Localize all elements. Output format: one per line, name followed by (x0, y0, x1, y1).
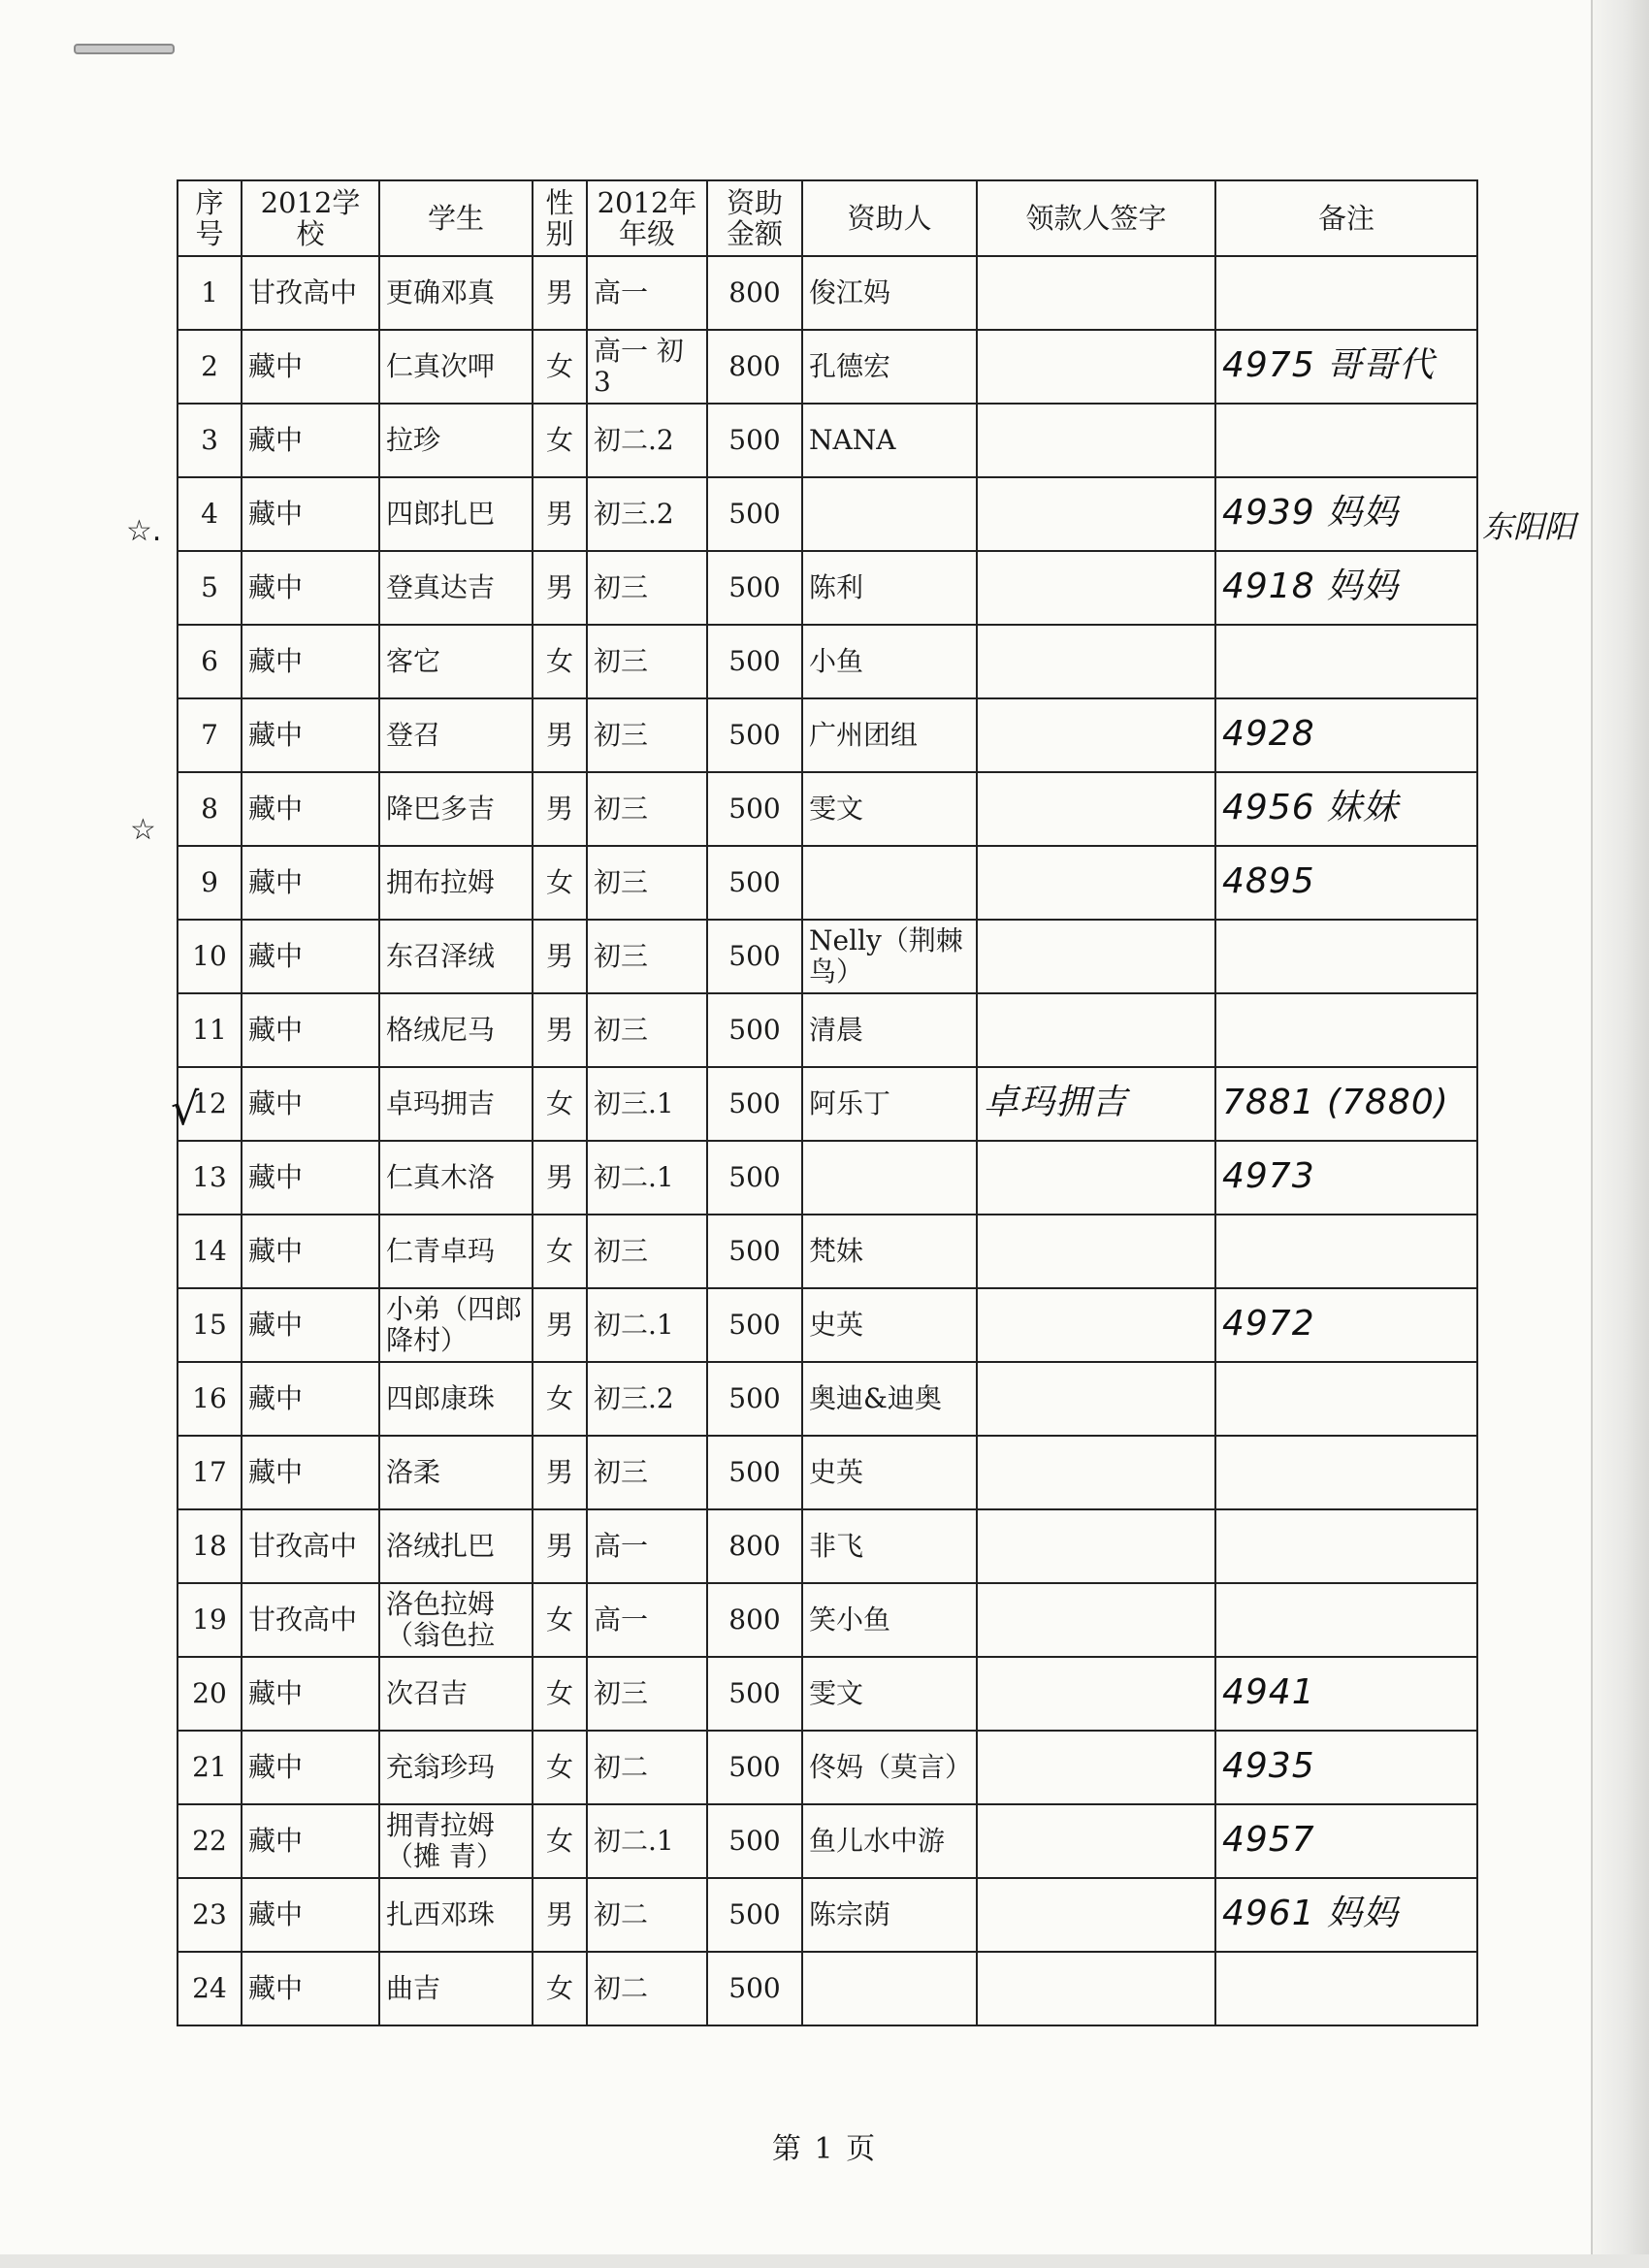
gender-cell: 女 (533, 1657, 587, 1731)
handwritten-note: 4975 哥哥代 (1222, 345, 1436, 385)
signature-cell (977, 1067, 1215, 1141)
signature-cell (977, 1657, 1215, 1731)
sponsor-cell: 俊江妈 (802, 256, 977, 330)
note-cell (1215, 920, 1477, 993)
grade-cell: 初三 (587, 698, 707, 772)
grade-cell: 初三 (587, 625, 707, 698)
scan-bottom-edge (0, 2254, 1649, 2268)
signature-cell (977, 993, 1215, 1067)
signature-cell (977, 1215, 1215, 1288)
school-cell: 藏中 (242, 625, 379, 698)
school-cell: 藏中 (242, 330, 379, 404)
amount-cell: 500 (707, 1878, 802, 1952)
handwritten-note: 4956 妹妹 (1222, 788, 1400, 827)
note-cell (1215, 551, 1477, 625)
student-cell: 洛柔 (379, 1436, 533, 1509)
sponsor-cell: 小鱼 (802, 625, 977, 698)
school-cell: 藏中 (242, 1141, 379, 1215)
student-cell: 充翁珍玛 (379, 1731, 533, 1804)
handwritten-note: 4895 (1222, 861, 1315, 901)
gender-cell: 女 (533, 1215, 587, 1288)
sponsor-cell: 雯文 (802, 772, 977, 846)
amount-cell: 500 (707, 404, 802, 477)
row-index: 6 (178, 625, 242, 698)
row-index: 15 (178, 1288, 242, 1362)
gender-cell: 男 (533, 256, 587, 330)
star-mark: ☆. (126, 514, 162, 548)
table-row (178, 846, 1477, 920)
amount-cell: 500 (707, 1362, 802, 1436)
sponsor-cell: 笑小鱼 (802, 1583, 977, 1657)
header-signature: 领款人签字 (977, 180, 1215, 256)
student-cell: 四郎扎巴 (379, 477, 533, 551)
grade-cell: 高一 (587, 1583, 707, 1657)
sponsor-cell: 梵妹 (802, 1215, 977, 1288)
student-cell: 卓玛拥吉 (379, 1067, 533, 1141)
student-cell: 登真达吉 (379, 551, 533, 625)
header-school: 2012学校 (242, 180, 379, 256)
school-cell: 藏中 (242, 1878, 379, 1952)
gender-cell: 女 (533, 404, 587, 477)
gender-cell: 男 (533, 551, 587, 625)
scan-page-edge (1591, 0, 1649, 2268)
handwritten-note: 4928 (1222, 714, 1315, 754)
table-row (178, 404, 1477, 477)
gender-cell: 女 (533, 846, 587, 920)
student-cell: 客它 (379, 625, 533, 698)
signature-cell (977, 1583, 1215, 1657)
row-index: 16 (178, 1362, 242, 1436)
table-row (178, 993, 1477, 1067)
gender-cell: 男 (533, 1509, 587, 1583)
amount-cell: 500 (707, 1215, 802, 1288)
sponsor-cell: 陈宗荫 (802, 1878, 977, 1952)
table-header-row (178, 180, 1477, 256)
school-cell: 藏中 (242, 1731, 379, 1804)
amount-cell: 500 (707, 1141, 802, 1215)
page-number: 第 1 页 (771, 2132, 878, 2166)
note-cell (1215, 993, 1477, 1067)
handwritten-signature: 卓玛拥吉 (984, 1083, 1128, 1122)
handwritten-note: 4918 妈妈 (1222, 567, 1400, 606)
note-cell (1215, 477, 1477, 551)
note-cell (1215, 1804, 1477, 1878)
grade-cell: 初三 (587, 993, 707, 1067)
gender-cell: 女 (533, 1583, 587, 1657)
header-grade: 2012年年级 (587, 180, 707, 256)
grade-cell: 初二 (587, 1952, 707, 2025)
student-cell: 小弟（四郎降村） (379, 1288, 533, 1362)
handwritten-note: 4939 妈妈 (1222, 493, 1400, 533)
note-cell (1215, 330, 1477, 404)
note-cell (1215, 1362, 1477, 1436)
row-index: 20 (178, 1657, 242, 1731)
amount-cell: 500 (707, 625, 802, 698)
amount-cell: 500 (707, 1436, 802, 1509)
note-cell (1215, 625, 1477, 698)
header-amount: 资助金额 (707, 180, 802, 256)
amount-cell: 500 (707, 846, 802, 920)
signature-cell (977, 256, 1215, 330)
gender-cell: 男 (533, 993, 587, 1067)
school-cell: 藏中 (242, 920, 379, 993)
note-cell (1215, 1952, 1477, 2025)
gender-cell: 男 (533, 1288, 587, 1362)
amount-cell: 500 (707, 1731, 802, 1804)
sponsor-cell (802, 1141, 977, 1215)
table-row (178, 1583, 1477, 1657)
handwritten-note: 7881 (7880) (1222, 1083, 1449, 1122)
gender-cell: 女 (533, 1731, 587, 1804)
signature-cell (977, 846, 1215, 920)
handwritten-note: 4957 (1222, 1820, 1315, 1860)
grade-cell: 初三.1 (587, 1067, 707, 1141)
amount-cell: 500 (707, 1288, 802, 1362)
row-index: 21 (178, 1731, 242, 1804)
signature-cell (977, 404, 1215, 477)
gender-cell: 女 (533, 625, 587, 698)
row-index: 8 (178, 772, 242, 846)
row-index: 7 (178, 698, 242, 772)
grade-cell: 初二.1 (587, 1141, 707, 1215)
table-row (178, 698, 1477, 772)
note-cell (1215, 256, 1477, 330)
student-cell: 仁青卓玛 (379, 1215, 533, 1288)
gender-cell: 男 (533, 1141, 587, 1215)
student-cell: 仁真次呷 (379, 330, 533, 404)
school-cell: 藏中 (242, 993, 379, 1067)
table-row (178, 625, 1477, 698)
table-row (178, 1215, 1477, 1288)
note-cell (1215, 772, 1477, 846)
handwritten-note: 4935 (1222, 1746, 1315, 1786)
staple-mark (74, 44, 175, 54)
row-index: 9 (178, 846, 242, 920)
header-student: 学生 (379, 180, 533, 256)
note-cell (1215, 1141, 1477, 1215)
row-index: 12 (178, 1067, 242, 1141)
sponsor-cell: NANA (802, 404, 977, 477)
gender-cell: 男 (533, 920, 587, 993)
grade-cell: 初三 (587, 920, 707, 993)
school-cell: 甘孜高中 (242, 256, 379, 330)
note-cell (1215, 1878, 1477, 1952)
school-cell: 甘孜高中 (242, 1509, 379, 1583)
school-cell: 藏中 (242, 1804, 379, 1878)
signature-cell (977, 772, 1215, 846)
grade-cell: 高一 (587, 1509, 707, 1583)
table-row (178, 1067, 1477, 1141)
sponsor-cell: 非飞 (802, 1509, 977, 1583)
school-cell: 藏中 (242, 477, 379, 551)
note-cell (1215, 1583, 1477, 1657)
handwritten-note: 4973 (1222, 1156, 1315, 1196)
student-cell: 拥青拉姆（摊 青） (379, 1804, 533, 1878)
row-index: 19 (178, 1583, 242, 1657)
amount-cell: 500 (707, 1657, 802, 1731)
table-row (178, 551, 1477, 625)
school-cell: 藏中 (242, 1952, 379, 2025)
table-row (178, 1804, 1477, 1878)
grade-cell: 初三 (587, 1657, 707, 1731)
table-row (178, 1288, 1477, 1362)
row-index: 4 (178, 477, 242, 551)
row-index: 14 (178, 1215, 242, 1288)
sponsor-cell: 史英 (802, 1436, 977, 1509)
amount-cell: 500 (707, 1804, 802, 1878)
table-row (178, 256, 1477, 330)
grade-cell: 初三 (587, 1436, 707, 1509)
signature-cell (977, 625, 1215, 698)
row-index: 17 (178, 1436, 242, 1509)
student-cell: 仁真木洛 (379, 1141, 533, 1215)
school-cell: 藏中 (242, 1436, 379, 1509)
student-cell: 次召吉 (379, 1657, 533, 1731)
signature-cell (977, 1288, 1215, 1362)
row-index: 5 (178, 551, 242, 625)
sponsor-cell: 鱼儿水中游 (802, 1804, 977, 1878)
grade-cell: 高一 初3 (587, 330, 707, 404)
table-row (178, 1952, 1477, 2025)
amount-cell: 500 (707, 551, 802, 625)
sponsor-cell: 广州团组 (802, 698, 977, 772)
student-cell: 更确邓真 (379, 256, 533, 330)
student-cell: 洛绒扎巴 (379, 1509, 533, 1583)
student-cell: 拉珍 (379, 404, 533, 477)
row-index: 24 (178, 1952, 242, 2025)
signature-cell (977, 1878, 1215, 1952)
school-cell: 藏中 (242, 772, 379, 846)
grade-cell: 初二.1 (587, 1288, 707, 1362)
signature-cell (977, 330, 1215, 404)
note-cell (1215, 1436, 1477, 1509)
note-cell (1215, 698, 1477, 772)
school-cell: 藏中 (242, 551, 379, 625)
margin-handwritten-note: 东阳阳 (1482, 508, 1576, 545)
student-cell: 格绒尼马 (379, 993, 533, 1067)
header-idx: 序号 (178, 180, 242, 256)
amount-cell: 500 (707, 920, 802, 993)
table-row (178, 1362, 1477, 1436)
student-cell: 登召 (379, 698, 533, 772)
school-cell: 藏中 (242, 698, 379, 772)
table-row (178, 477, 1477, 551)
table-row (178, 1436, 1477, 1509)
grade-cell: 初三 (587, 772, 707, 846)
grade-cell: 高一 (587, 256, 707, 330)
school-cell: 藏中 (242, 846, 379, 920)
student-cell: 东召泽绒 (379, 920, 533, 993)
sponsor-cell: 奥迪&迪奥 (802, 1362, 977, 1436)
row-index: 22 (178, 1804, 242, 1878)
signature-cell (977, 1141, 1215, 1215)
amount-cell: 500 (707, 477, 802, 551)
table-row (178, 1878, 1477, 1952)
table-row (178, 772, 1477, 846)
amount-cell: 500 (707, 1952, 802, 2025)
row-index: 3 (178, 404, 242, 477)
gender-cell: 女 (533, 330, 587, 404)
sponsor-cell: 雯文 (802, 1657, 977, 1731)
row-index: 10 (178, 920, 242, 993)
amount-cell: 500 (707, 993, 802, 1067)
header-sponsor: 资助人 (802, 180, 977, 256)
row-index: 18 (178, 1509, 242, 1583)
signature-cell (977, 1436, 1215, 1509)
student-cell: 曲吉 (379, 1952, 533, 2025)
amount-cell: 800 (707, 256, 802, 330)
student-cell: 洛色拉姆（翁色拉 (379, 1583, 533, 1657)
sponsorship-table (177, 179, 1478, 2026)
star-mark: ☆ (130, 813, 156, 847)
note-cell (1215, 1657, 1477, 1731)
gender-cell: 男 (533, 1878, 587, 1952)
note-cell (1215, 1215, 1477, 1288)
signature-cell (977, 477, 1215, 551)
note-cell (1215, 1067, 1477, 1141)
row-index: 2 (178, 330, 242, 404)
sponsor-cell (802, 846, 977, 920)
amount-cell: 800 (707, 330, 802, 404)
signature-cell (977, 1952, 1215, 2025)
signature-cell (977, 920, 1215, 993)
note-cell (1215, 1288, 1477, 1362)
header-note: 备注 (1215, 180, 1477, 256)
signature-cell (977, 1804, 1215, 1878)
gender-cell: 男 (533, 477, 587, 551)
sponsor-cell: 佟妈（莫言） (802, 1731, 977, 1804)
row-index: 1 (178, 256, 242, 330)
row-index: 11 (178, 993, 242, 1067)
sponsor-cell: 孔德宏 (802, 330, 977, 404)
school-cell: 甘孜高中 (242, 1583, 379, 1657)
school-cell: 藏中 (242, 1288, 379, 1362)
sponsor-cell: Nelly（荆棘鸟） (802, 920, 977, 993)
note-cell (1215, 1509, 1477, 1583)
sponsor-cell: 阿乐丁 (802, 1067, 977, 1141)
handwritten-note: 4972 (1222, 1304, 1315, 1344)
sponsor-cell: 陈利 (802, 551, 977, 625)
signature-cell (977, 698, 1215, 772)
header-gender: 性别 (533, 180, 587, 256)
sponsor-cell (802, 477, 977, 551)
student-cell: 拥布拉姆 (379, 846, 533, 920)
sponsor-cell: 清晨 (802, 993, 977, 1067)
check-mark: √ (171, 1083, 200, 1135)
gender-cell: 女 (533, 1952, 587, 2025)
student-cell: 四郎康珠 (379, 1362, 533, 1436)
signature-cell (977, 1731, 1215, 1804)
table-row (178, 1141, 1477, 1215)
grade-cell: 初三.2 (587, 477, 707, 551)
school-cell: 藏中 (242, 1067, 379, 1141)
signature-cell (977, 1362, 1215, 1436)
gender-cell: 女 (533, 1067, 587, 1141)
amount-cell: 500 (707, 698, 802, 772)
gender-cell: 男 (533, 698, 587, 772)
gender-cell: 女 (533, 1804, 587, 1878)
school-cell: 藏中 (242, 1215, 379, 1288)
grade-cell: 初三 (587, 1215, 707, 1288)
signature-cell (977, 551, 1215, 625)
school-cell: 藏中 (242, 1657, 379, 1731)
note-cell (1215, 1731, 1477, 1804)
handwritten-note: 4961 妈妈 (1222, 1894, 1400, 1933)
sponsor-cell (802, 1952, 977, 2025)
gender-cell: 男 (533, 1436, 587, 1509)
grade-cell: 初三.2 (587, 1362, 707, 1436)
grade-cell: 初二 (587, 1878, 707, 1952)
student-cell: 扎西邓珠 (379, 1878, 533, 1952)
table-row (178, 1509, 1477, 1583)
table-row (178, 330, 1477, 404)
amount-cell: 500 (707, 1067, 802, 1141)
table-row (178, 920, 1477, 993)
table-row (178, 1657, 1477, 1731)
row-index: 23 (178, 1878, 242, 1952)
gender-cell: 女 (533, 1362, 587, 1436)
note-cell (1215, 404, 1477, 477)
student-cell: 降巴多吉 (379, 772, 533, 846)
school-cell: 藏中 (242, 404, 379, 477)
grade-cell: 初三 (587, 846, 707, 920)
school-cell: 藏中 (242, 1362, 379, 1436)
grade-cell: 初二.1 (587, 1804, 707, 1878)
table-row (178, 1731, 1477, 1804)
row-index: 13 (178, 1141, 242, 1215)
signature-cell (977, 1509, 1215, 1583)
gender-cell: 男 (533, 772, 587, 846)
grade-cell: 初二.2 (587, 404, 707, 477)
handwritten-note: 4941 (1222, 1672, 1315, 1712)
grade-cell: 初三 (587, 551, 707, 625)
grade-cell: 初二 (587, 1731, 707, 1804)
amount-cell: 800 (707, 1509, 802, 1583)
amount-cell: 800 (707, 1583, 802, 1657)
amount-cell: 500 (707, 772, 802, 846)
note-cell (1215, 846, 1477, 920)
sponsor-cell: 史英 (802, 1288, 977, 1362)
